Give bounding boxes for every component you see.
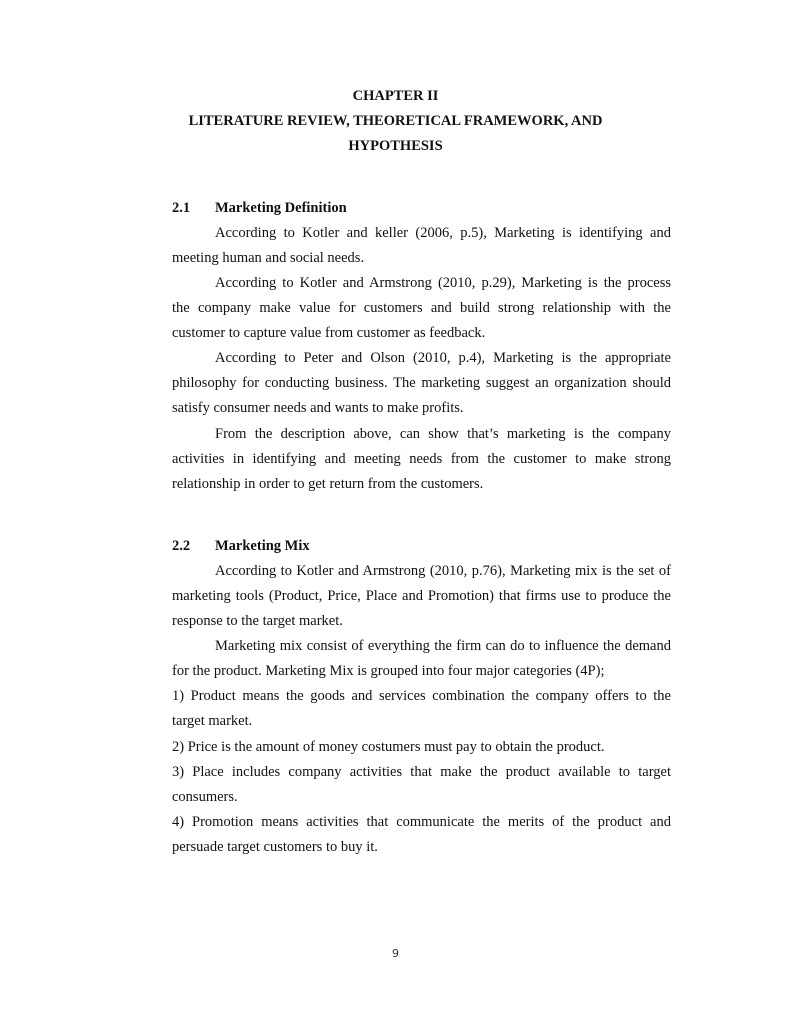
list-item-place: 3) Place includes company activities that make the product available to target	[172, 764, 671, 780]
section-heading-2-1	[172, 200, 347, 216]
list-item-product: 1) Product means the goods and services combination the company offers to the	[172, 688, 671, 704]
list-item-promotion: 4) Promotion means activities that communicate the merits of the product and	[172, 814, 671, 830]
page-number: 9	[392, 947, 399, 960]
list-item-product-cont: target market.	[172, 713, 253, 729]
paragraph-line: activities in identifying and meeting needs from the customer to make strong	[172, 451, 671, 467]
chapter-title-line-1: LITERATURE REVIEW, THEORETICAL FRAMEWORK, AND	[188, 113, 603, 129]
chapter-label: CHAPTER II	[352, 88, 439, 104]
paragraph-line: for the product. Marketing Mix is grouped into four major categories (4P);	[172, 663, 605, 679]
paragraph-line: From the description above, can show that’s marketing is the company	[215, 426, 671, 442]
paragraph-line: meeting human and social needs.	[172, 250, 365, 266]
paragraph-line: relationship in order to get return from the customers.	[172, 476, 484, 492]
paragraph-line: According to Kotler and Armstrong (2010, p.76), Marketing mix is the set of	[215, 563, 671, 579]
paragraph-line: the company make value for customers and build strong relationship with the	[172, 300, 671, 316]
paragraph-line: According to Kotler and keller (2006, p.5), Marketing is identifying and	[215, 225, 671, 241]
paragraph-line: response to the target market.	[172, 613, 343, 629]
chapter-title-line-2: HYPOTHESIS	[348, 138, 443, 154]
section-number: 2.2	[172, 538, 191, 554]
paragraph-line: satisfy consumer needs and wants to make profits.	[172, 400, 464, 416]
paragraph-line: philosophy for conducting business. The marketing suggest an organization should	[172, 375, 671, 391]
paragraph-line: According to Peter and Olson (2010, p.4), Marketing is the appropriate	[215, 350, 671, 366]
list-item-price: 2) Price is the amount of money costumers must pay to obtain the product.	[172, 739, 605, 755]
paragraph-line: customer to capture value from customer as feedback.	[172, 325, 486, 341]
list-item-promotion-cont: persuade target customers to buy it.	[172, 839, 378, 855]
paragraph-line: marketing tools (Product, Price, Place and Promotion) that firms use to produce the	[172, 588, 671, 604]
paragraph-line: Marketing mix consist of everything the firm can do to influence the demand	[215, 638, 671, 654]
section-title: Marketing Mix	[215, 538, 310, 554]
section-number: 2.1	[172, 200, 191, 216]
paragraph-line: According to Kotler and Armstrong (2010, p.29), Marketing is the process	[215, 275, 671, 291]
list-item-place-cont: consumers.	[172, 789, 238, 805]
section-title: Marketing Definition	[215, 200, 347, 216]
section-heading-2-2	[172, 538, 310, 554]
